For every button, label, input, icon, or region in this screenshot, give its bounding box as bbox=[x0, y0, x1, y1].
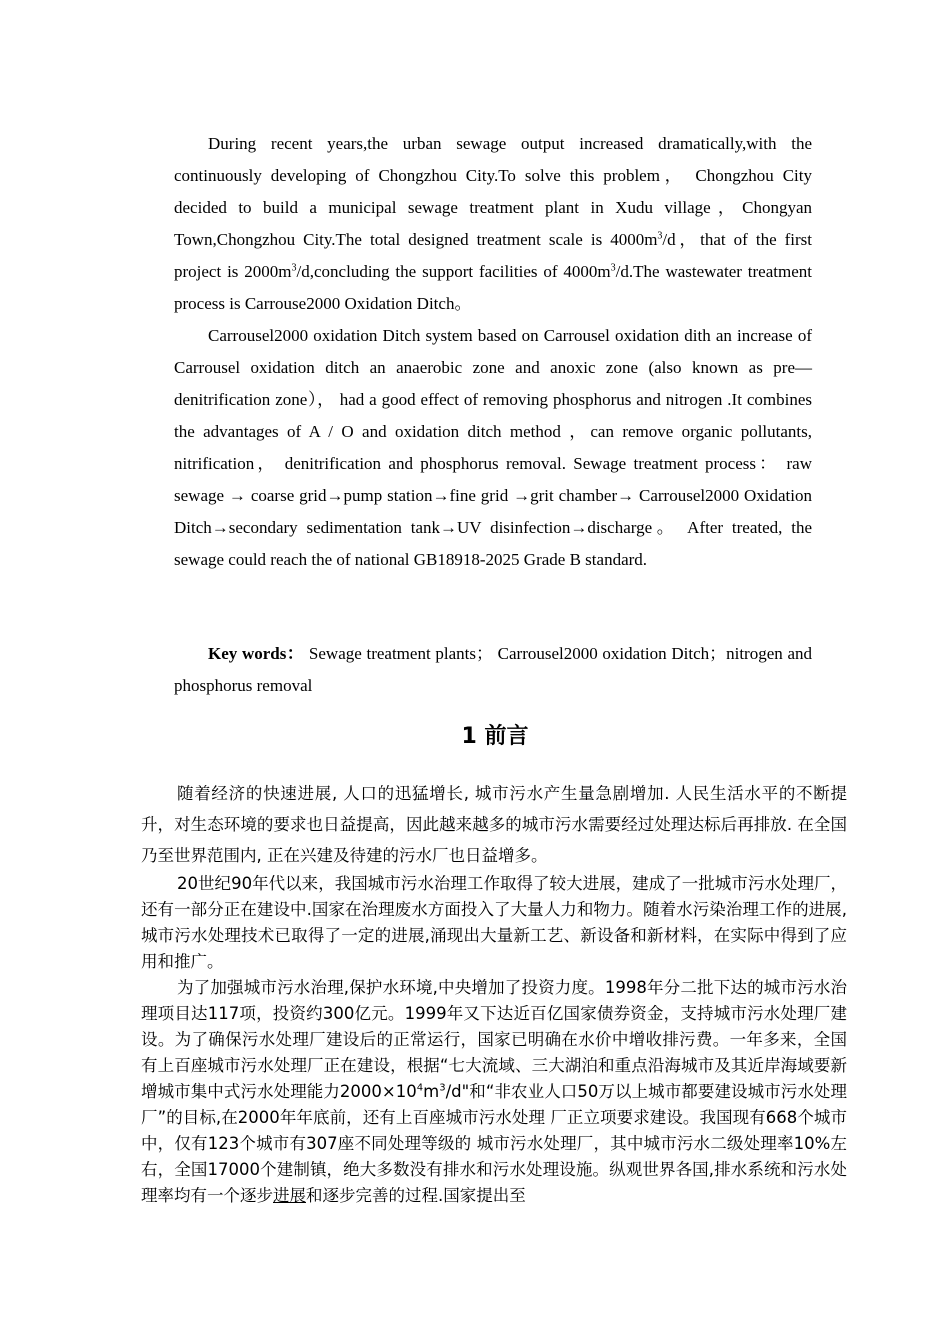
body-paragraph-2: 20世纪90年代以来，我国城市污水治理工作取得了较大进展，建成了一批城市污水处理厂，还有一部分正在建设中.国家在治理废水方面投入了大量人力和物力。随着水污染治理工作的进展,城市污水处理技术已取得了一定的进展,涌现出大量新工艺、新设备和新材料，在实际中得到了应用和推广。 bbox=[141, 874, 847, 971]
abstract-text: /d，that of the first project is 2000m bbox=[174, 230, 813, 281]
superscript: 3 bbox=[291, 262, 297, 274]
abstract-text: During recent years,the urban sewage output increased dramatically,with the continuously developing of Chongzhou City.To solve this problem， Chongzhou City decided to build a municipal sewage treatment plant in Xudu village，Chongyan Town,Chongzhou City.The total designed treatment scale is 4000m bbox=[174, 134, 812, 249]
body-text: m bbox=[423, 1082, 440, 1101]
body-text: /d"和“非农业人口50万以上城市都要建设城市污水处理厂”的目标,在2000年年底前，还有上百座城市污水处理 厂正立项要求建设。我国现有668个城市中，仅有123个城市有307座不同处理等级的 城市污水处理厂，其中城市污水二级处理率10%左右，全国17000个建制镇，绝大多数没有排水和污水处理设施。纵观世界各国,排水系统和污水处理率均有一个逐步 bbox=[141, 1082, 847, 1205]
section-heading: 1 前言 bbox=[461, 724, 529, 749]
keywords-text: Sewage treatment plants； Carrousel2000 oxidation Ditch；nitrogen and phosphorus removal bbox=[174, 644, 812, 695]
superscript: 3 bbox=[657, 230, 663, 242]
body-paragraph-3 bbox=[141, 975, 847, 1209]
superscript: 3 bbox=[439, 1082, 446, 1094]
english-abstract bbox=[174, 128, 812, 576]
body-text: 和逐步完善的过程.国家提出至 bbox=[306, 1186, 526, 1205]
abstract-text: /d,concluding the support facilities of 4000m bbox=[296, 262, 611, 281]
keywords-label: Key words： bbox=[208, 644, 305, 663]
chinese-body bbox=[141, 778, 847, 1209]
superscript: 3 bbox=[610, 262, 616, 274]
abstract-paragraph-2: Carrousel2000 oxidation Ditch system based on Carrousel oxidation dith an increase of Carrousel oxidation ditch an anaerobic zone and anoxic zone (also known as pre—denitrification zone）， had a good effect of removing phosphorus and nitrogen .It combines the advantages of A / O and oxidation ditch method ，can remove organic pollutants, nitrification， denitrification and phosphorus removal. Sewage treatment process： raw sewage → coarse grid→pump station→fine grid →grit chamber→ Carrousel2000 Oxidation Ditch→secondary sedimentation tank→UV disinfection→discharge。 After treated, the sewage could reach the of national GB18918-2025 Grade B standard. bbox=[174, 326, 812, 569]
body-paragraph-1: 随着经济的快速进展, 人口的迅猛增长, 城市污水产生量急剧增加. 人民生活水平的不断提升，对生态环境的要求也日益提高，因此越来越多的城市污水需要经过处理达标后再排放. 在全国乃至世界范围内, 正在兴建及待建的污水厂也日益增多。 bbox=[141, 784, 847, 865]
body-text: 为了加强城市污水治理,保护水环境,中央增加了投资力度。1998年分二批下达的城市污水治理项目达117项，投资约300亿元。1999年又下达近百亿国家债券资金，支持城市污水处理厂建设。为了确保污水处理厂建设后的正常运行，国家已明确在水价中增收排污费。一年多来，全国有上百座城市污水处理厂正在建设，根据“七大流域、三大湖泊和重点沿海城市及其近岸海域要新增城市集中式污水处理能力2000×10 bbox=[141, 978, 847, 1101]
keywords-line bbox=[174, 638, 812, 702]
abstract-paragraph-1 bbox=[174, 128, 812, 320]
underlined-link[interactable]: 进展 bbox=[273, 1186, 306, 1205]
superscript: 4 bbox=[416, 1082, 424, 1094]
keywords-block bbox=[174, 638, 812, 702]
abstract-text: /d.The wastewater treatment process is Carrouse2000 Oxidation Ditch。 bbox=[174, 262, 812, 313]
